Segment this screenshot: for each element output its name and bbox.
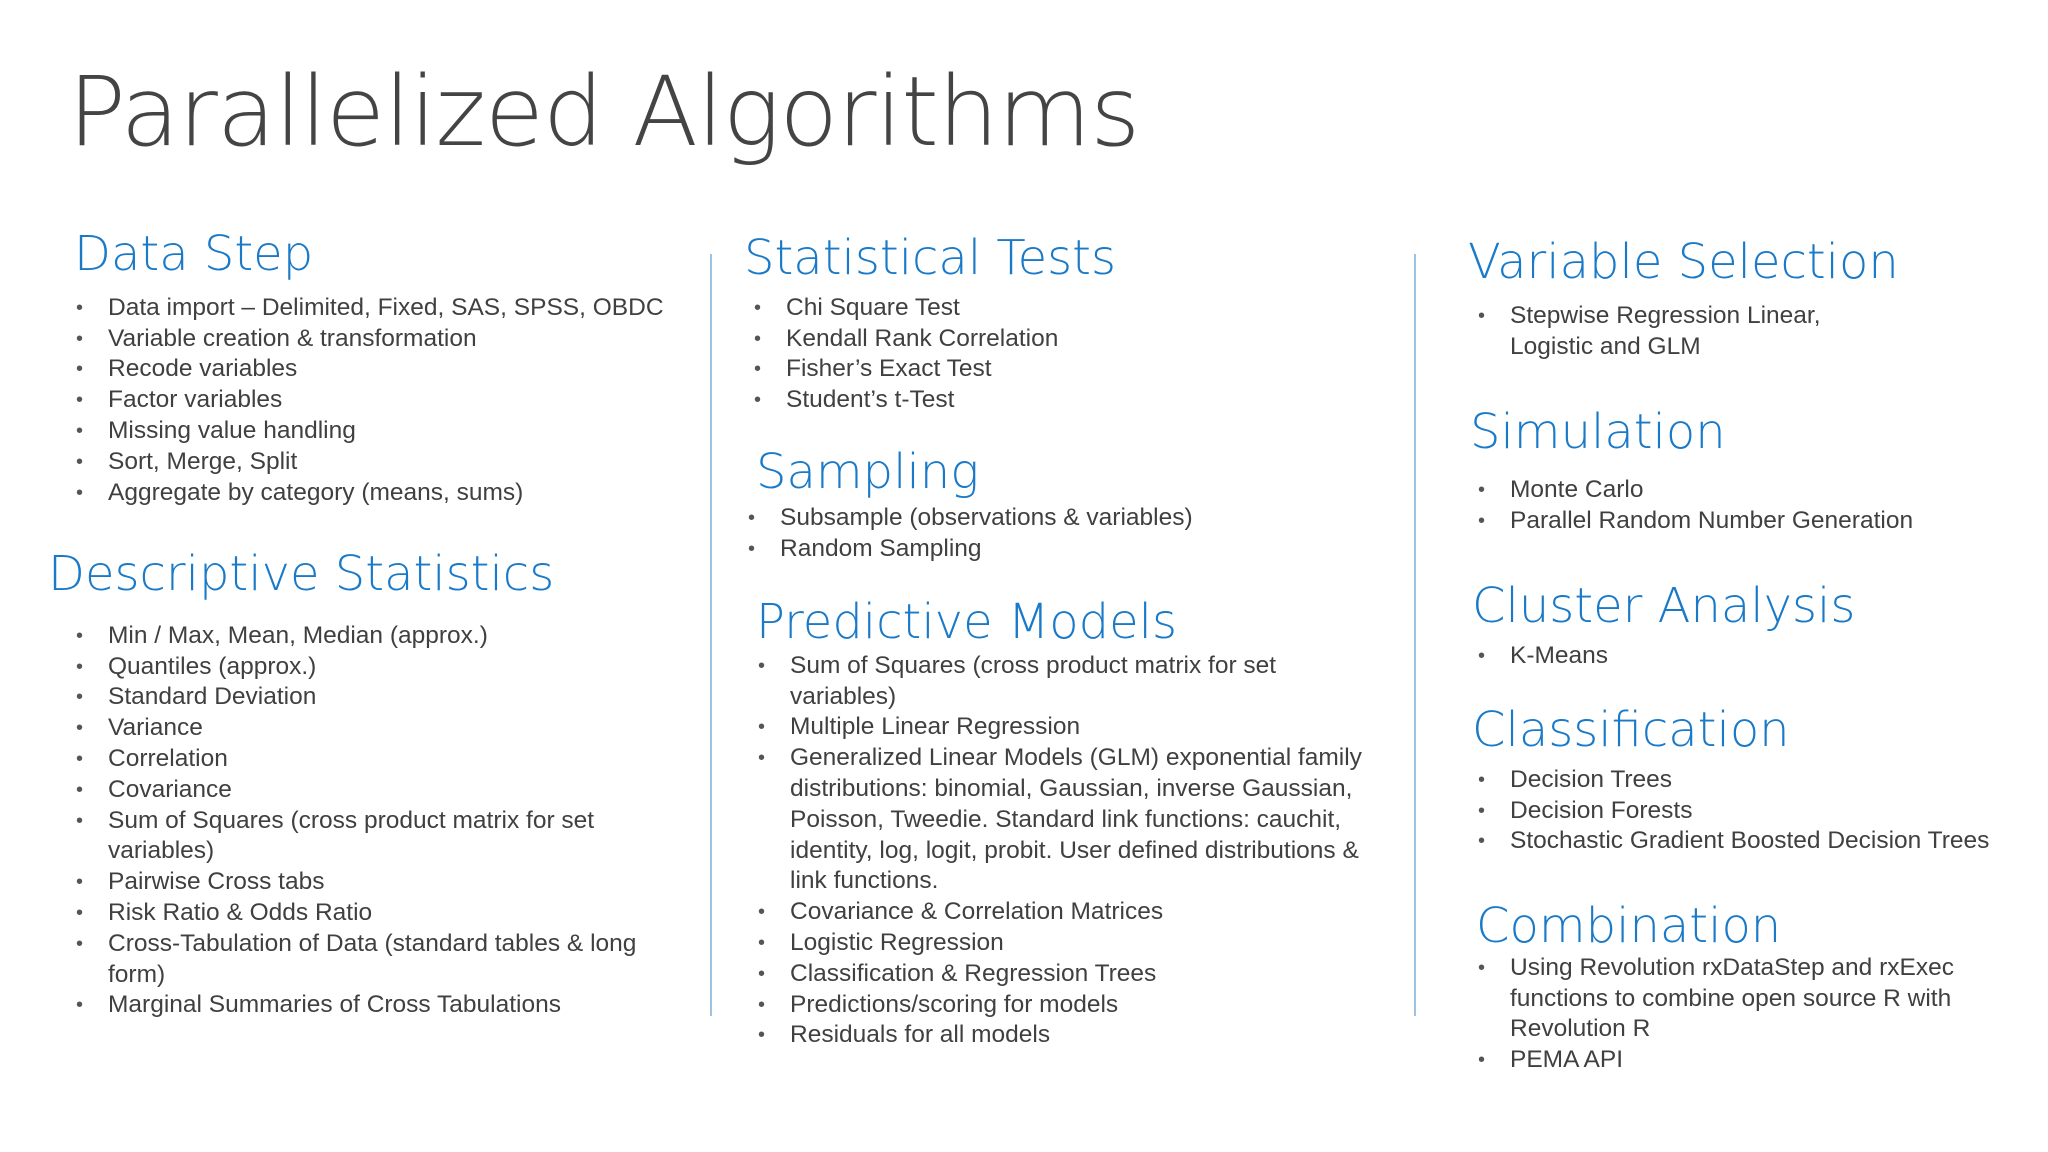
- list-item: • Logistic Regression: [756, 928, 1382, 959]
- list-item: • K-Means: [1476, 641, 2032, 672]
- section-descriptive-statistics: [48, 548, 694, 1021]
- list-item: • Quantiles (approx.): [74, 652, 674, 683]
- section-heading: Simulation: [1470, 404, 1726, 460]
- list-item: • Standard Deviation: [74, 682, 674, 713]
- list-item: • Pairwise Cross tabs: [74, 867, 674, 898]
- bullet-icon: •: [758, 747, 766, 770]
- list-item: • Generalized Linear Models (GLM) exponential family distributions: binomial, Gaussian, inverse Gaussian, Poisson, Tweedie. Standard link functions: cauchit, identity, log, logit, probit. User defined distributions & link functions.: [758, 744, 1362, 895]
- item-list: [1476, 953, 1996, 1076]
- section-heading: Data Step: [74, 226, 314, 282]
- bullet-icon: •: [76, 871, 84, 894]
- list-item: • Subsample (observations & variables): [746, 503, 1384, 534]
- bullet-icon: •: [76, 994, 84, 1017]
- list-item: • Correlation: [74, 744, 674, 775]
- list-item: • Recode variables: [74, 354, 694, 385]
- list-item: • Classification & Regression Trees: [756, 959, 1382, 990]
- section-heading: Combination: [1476, 898, 1782, 954]
- list-item: • Factor variables: [74, 385, 694, 416]
- bullet-icon: •: [76, 747, 84, 770]
- list-item: • Predictions/scoring for models: [756, 990, 1382, 1021]
- section-heading: Variable Selection: [1468, 234, 1899, 290]
- list-item: • Fisher’s Exact Test: [752, 354, 1384, 385]
- list-item: • Data import – Delimited, Fixed, SAS, SPSS, OBDC: [74, 293, 694, 324]
- bullet-icon: •: [758, 931, 766, 954]
- list-item: • Covariance: [74, 775, 674, 806]
- item-list: [74, 621, 674, 1021]
- bullet-icon: •: [758, 901, 766, 924]
- list-item: • Sum of Squares (cross product matrix for set variables): [758, 651, 1277, 710]
- bullet-icon: •: [758, 654, 766, 677]
- section-sampling: [744, 446, 1384, 564]
- section-data-step: [74, 228, 694, 508]
- list-item: • Min / Max, Mean, Median (approx.): [74, 621, 674, 652]
- list-item: • Random Sampling: [746, 534, 1384, 565]
- list-item: • Kendall Rank Correlation: [752, 324, 1384, 355]
- bullet-icon: •: [76, 686, 84, 709]
- list-item: • Using Revolution rxDataStep and rxExec functions to combine open source R with Revolution R: [1478, 953, 1954, 1043]
- bullet-icon: •: [754, 296, 762, 319]
- bullet-icon: •: [1478, 768, 1486, 791]
- bullet-icon: •: [76, 901, 84, 924]
- item-list: [746, 503, 1384, 565]
- list-item: • Sort, Merge, Split: [74, 447, 694, 478]
- bullet-icon: •: [748, 537, 756, 560]
- column-divider: [710, 254, 712, 1016]
- bullet-icon: •: [76, 778, 84, 801]
- list-item: • Chi Square Test: [752, 293, 1384, 324]
- bullet-icon: •: [76, 358, 84, 381]
- list-item: • Aggregate by category (means, sums): [74, 478, 694, 509]
- bullet-icon: •: [76, 481, 84, 504]
- list-item: • Stochastic Gradient Boosted Decision Trees: [1476, 826, 2032, 857]
- section-heading: Classification: [1472, 702, 1790, 758]
- section-heading: Cluster Analysis: [1472, 578, 1856, 634]
- bullet-icon: •: [76, 296, 84, 319]
- list-item: • Stepwise Regression Linear, Logistic and GLM: [1478, 301, 1821, 360]
- bullet-icon: •: [76, 327, 84, 350]
- bullet-icon: •: [76, 809, 84, 832]
- section-statistical-tests: [744, 232, 1384, 416]
- list-item: • Cross-Tabulation of Data (standard tables & long form): [76, 929, 637, 988]
- bullet-icon: •: [1478, 799, 1486, 822]
- bullet-icon: •: [758, 1024, 766, 1047]
- item-list: [1476, 475, 2030, 537]
- bullet-icon: •: [758, 962, 766, 985]
- section-heading: Predictive Models: [756, 594, 1177, 650]
- list-item: • Residuals for all models: [756, 1020, 1382, 1051]
- item-list: [752, 293, 1384, 416]
- bullet-icon: •: [76, 932, 84, 955]
- bullet-icon: •: [754, 327, 762, 350]
- bullet-icon: •: [76, 450, 84, 473]
- bullet-icon: •: [754, 358, 762, 381]
- section-variable-selection: [1468, 236, 2028, 362]
- column-divider: [1414, 254, 1416, 1016]
- list-item: • Marginal Summaries of Cross Tabulations: [74, 990, 674, 1021]
- item-list: [1476, 301, 1876, 363]
- section-combination: [1476, 900, 2036, 1076]
- item-list: [1476, 641, 2032, 672]
- bullet-icon: •: [754, 389, 762, 412]
- bullet-icon: •: [1478, 644, 1486, 667]
- item-list: [756, 651, 1382, 1051]
- bullet-icon: •: [76, 717, 84, 740]
- list-item: • Risk Ratio & Odds Ratio: [74, 898, 674, 929]
- list-item: • Decision Trees: [1476, 765, 2032, 796]
- bullet-icon: •: [76, 419, 84, 442]
- item-list: [74, 293, 694, 509]
- bullet-icon: •: [76, 655, 84, 678]
- bullet-icon: •: [1478, 478, 1486, 501]
- bullet-icon: •: [1478, 956, 1486, 979]
- list-item: • Parallel Random Number Generation: [1476, 506, 2030, 537]
- section-predictive-models: [756, 596, 1396, 1051]
- section-heading: Sampling: [756, 444, 980, 500]
- list-item: • Missing value handling: [74, 416, 694, 447]
- bullet-icon: •: [76, 389, 84, 412]
- bullet-icon: •: [758, 993, 766, 1016]
- list-item: • Student’s t-Test: [752, 385, 1384, 416]
- section-heading: Statistical Tests: [744, 230, 1116, 286]
- section-cluster-analysis: [1472, 580, 2032, 672]
- list-item: • Decision Forests: [1476, 796, 2032, 827]
- section-classification: [1472, 704, 2032, 857]
- list-item: • Monte Carlo: [1476, 475, 2030, 506]
- section-heading: Descriptive Statistics: [48, 546, 555, 602]
- item-list: [1476, 765, 2032, 857]
- bullet-icon: •: [1478, 304, 1486, 327]
- bullet-icon: •: [758, 716, 766, 739]
- list-item: • Covariance & Correlation Matrices: [756, 897, 1382, 928]
- bullet-icon: •: [748, 506, 756, 529]
- bullet-icon: •: [1478, 1049, 1486, 1072]
- bullet-icon: •: [76, 624, 84, 647]
- list-item: • PEMA API: [1476, 1045, 1996, 1076]
- list-item: • Multiple Linear Regression: [756, 712, 1382, 743]
- slide-title: Parallelized Algorithms: [68, 56, 1140, 168]
- bullet-icon: •: [1478, 509, 1486, 532]
- list-item: • Sum of Squares (cross product matrix for set variables): [76, 806, 595, 865]
- list-item: • Variance: [74, 713, 674, 744]
- bullet-icon: •: [1478, 830, 1486, 853]
- list-item: • Variable creation & transformation: [74, 324, 694, 355]
- section-simulation: [1470, 406, 2030, 536]
